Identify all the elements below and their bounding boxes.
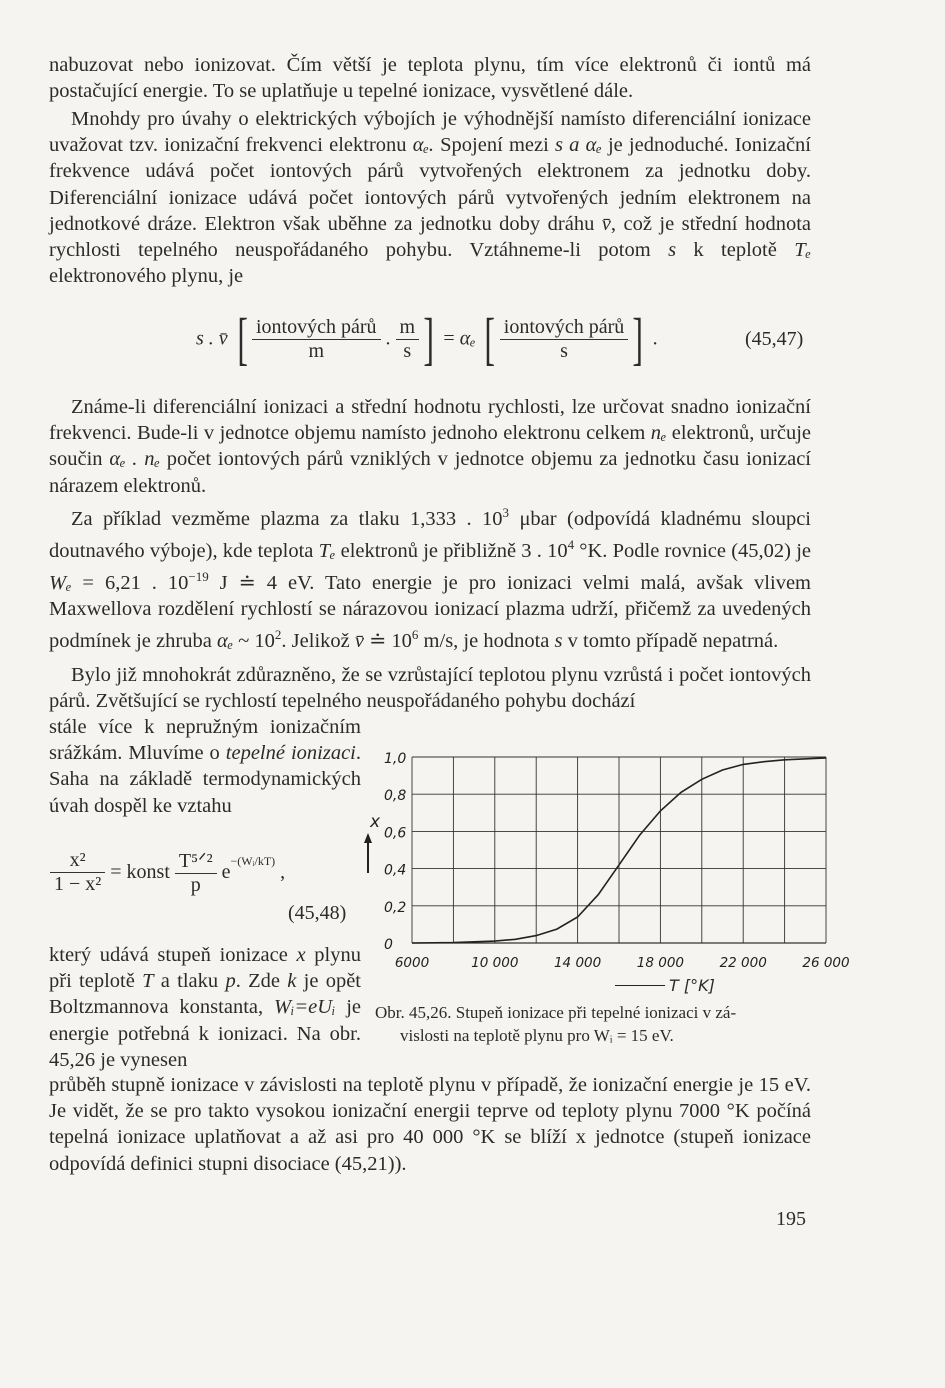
chart-grid [412, 757, 826, 943]
ionization-chart [360, 745, 850, 995]
x-axis-label-row [615, 976, 715, 996]
x-tick-label: 22 000 [719, 955, 767, 971]
y-axis-label: x [370, 812, 381, 832]
paragraph-5-narrow: stále více k nepružným ionizačním srážkám. Mluvíme o tepelné ionizaci. Saha na základě termodynamických úvah dospěl ke vztahu [49, 716, 361, 817]
y-axis-arrow-head [364, 833, 372, 843]
equation-label-45-47: (45,47) [745, 328, 804, 350]
x-tick-label: 26 000 [802, 955, 850, 971]
paragraph-1: nabuzovat nebo ionizovat. Čím větší je teplota plynu, tím více elektronů či iontů má postačující energie. To se uplatňuje u tepelné ionizace, vysvětlené dále. [49, 54, 811, 103]
figure-caption: Obr. 45,26. Stupeň ionizace při tepelné ionizaci v zá- vislosti na teplotě plynu pro Wᵢ = 15 eV. [375, 1003, 737, 1045]
paragraph-2: Mnohdy pro úvahy o elektrických výbojích je výhodnější namísto diferenciální ionizace uvažovat tzv. ionizační frekvenci elektronu αₑ. Spojení mezi s a αₑ je jednoduché. Ionizační frekvence udává počet iontových párů vytvořených elektronem za jednotku doby. Diferenciální ionizace udává počet iontových párů vytvořených jedním elektronem na jednotkové dráze. Elektron však uběhne za jednotku doby dráhu v̄, což je střední hodnota rychlosti tepelného neuspořádaného pohybu. Vztáhneme-li potom s k teplotě Tₑ elektronového plynu, je [49, 108, 811, 288]
paragraph-3: Známe-li diferenciální ionizaci a střední hodnotu rychlosti, lze určovat snadno ionizační frekvenci. Bude-li v jednotce objemu namísto jednoho elektronu celkem nₑ elektronů, určuje součin αₑ . nₑ počet iontových párů vzniklých v jednotce objemu za jednotku času ionizací nárazem elektronů. [49, 396, 812, 497]
equation-45-48: $\frac{\text{x²}}{\text{1 − x²}}$ = konst $\frac{\text{T⁵ᐟ²}}{p}$ $e^{-(Wᵢ/kT)}$ , [50, 848, 285, 897]
x-tick-label: 6000 [394, 955, 430, 971]
paragraph-4: Za příklad vezměme plazma za tlaku 1,333 . $10^3$ μbar (odpovídá kladnému sloupci doutnavého výboje), kde teplota Tₑ elektronů je přibližně 3 . $10^4$ °K. Podle rovnice (45,02) je Wₑ = 6,21 . $10^{-19}$ J ≐ 4 eV. Tato energie je pro ionizaci velmi malá, avšak vlivem Maxwellova rozdělení rychlostí se nárazovou ionizací plazma udrží, přičemž za uvedených podmínek je zhruba αₑ ~ $10^2$. Jelikož v̄ ≐ $10^6$ m/s, je hodnota s v tomto případě nepatrná. [49, 505, 811, 653]
equation-label-45-48: (45,48) [288, 902, 347, 924]
x-tick-label: 14 000 [553, 955, 602, 971]
y-tick-labels [384, 751, 406, 953]
paragraph-5: Bylo již mnohokrát zdůrazněno, že se vzrůstající teplotou plynu vzrůstá i počet iontových párů. Zvětšující se rychlostí tepelného neuspořádaného pohybu dochází [49, 664, 811, 713]
x-tick-labels [395, 955, 850, 971]
paragraph-6: který udává stupeň ionizace x plynu při teplotě T a tlaku p. Zde k je opět Boltzmannova konstanta, Wᵢ=eUᵢ je energie potřebná k ionizaci. Na obr. 45,26 je vynesen [49, 944, 362, 1071]
x-axis-label: T [°K] [669, 976, 715, 995]
y-tick-label: 0,4 [384, 862, 407, 879]
x-axis-arrow [615, 985, 665, 986]
y-tick-label: 1,0 [384, 751, 407, 767]
page-number: 195 [776, 1208, 806, 1230]
equation-45-47: s . v̄ [ $\frac{\text{iontových párů}}{m}$ . $\frac{m}{s}$ ] = αₑ [ $\frac{\text{iontových párů}}{s}$ ] . [196, 306, 658, 371]
paragraph-7: průběh stupně ionizace v závislosti na teplotě plynu v případě, že ionizační energie je 15 eV. Je vidět, že se pro takto vysokou ionizační energii teprve od teploty plynu 7000 °K počíná tepelná ionizace uplatňovat a až asi pro 40 000 °K se blíží x jednotce (stupeň ionizace odpovídá definici stupni disociace (45,21)). [49, 1074, 811, 1175]
y-tick-label: 0,6 [384, 825, 407, 842]
y-tick-label: 0 [384, 937, 393, 953]
y-tick-label: 0,8 [384, 788, 407, 805]
y-tick-label: 0,2 [384, 899, 407, 916]
x-tick-label: 18 000 [636, 955, 685, 971]
x-tick-label: 10 000 [471, 955, 519, 971]
